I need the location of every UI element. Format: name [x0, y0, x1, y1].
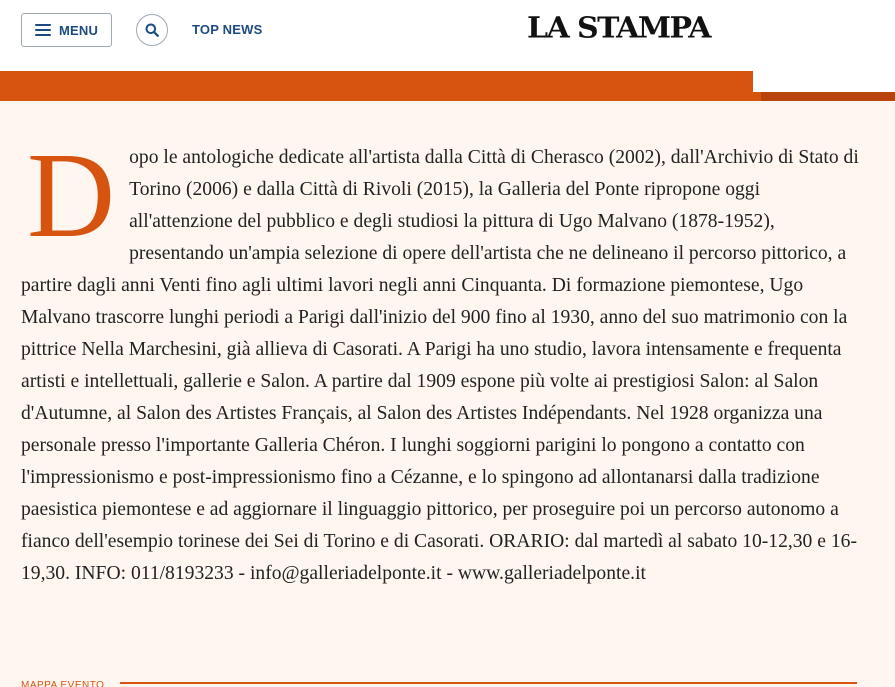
hamburger-icon [35, 24, 51, 36]
site-header [0, 0, 895, 71]
site-logo[interactable]: LA STAMPA [527, 11, 710, 46]
map-section-divider [120, 682, 857, 684]
search-icon [145, 23, 159, 37]
drop-cap: D [27, 128, 116, 263]
accent-band-underline [761, 92, 895, 101]
search-button[interactable] [136, 14, 168, 46]
menu-button[interactable] [21, 13, 112, 47]
article-body [21, 128, 866, 590]
menu-button-label: MENU [59, 22, 99, 38]
accent-band-notch [753, 71, 895, 92]
map-section-label: MAPPA EVENTO [21, 680, 105, 687]
top-news-link[interactable]: TOP NEWS [192, 22, 263, 37]
article-text: opo le antologiche dedicate all'artista dalla Città di Cherasco (2002), dall'Archivio di Stato di Torino (2006) e dalla Città di Rivoli (2015), la Galleria del Ponte ripropone oggi all'attenzione del pubblico e degli studiosi la pittura di Ugo Malvano (1878-1952), presentando un'ampia selezione di opere dell'artista che ne delineano il percorso pittorico, a partire dagli anni Venti fino agli ultimi lavori negli anni Cinquanta. Di formazione piemontese, Ugo Malvano trascorre lunghi periodi a Parigi dall'inizio del 900 fino al 1930, anno del suo matrimonio con la pittrice Nella Marchesini, già allieva di Casorati. A Parigi ha uno studio, lavora intensamente e frequenta artisti e intellettuali, gallerie e Salon. A partire dal 1909 espone più volte ai prestigiosi Salon: al Salon d'Autumne, al Salon des Artistes Français, al Salon des Artistes Indépendants. Nel 1928 organizza una personale presso l'importante Galleria Chéron. I lunghi soggiorni parigini lo pongono a contatto con l'impressionismo e post-impressionismo fino a Cézanne, e lo spingono ad allontanarsi dalla tradizione paesistica piemontese e ad aggiornare il linguaggio pittorico, per proseguire poi un percorso autonomo a fianco dell'esempio torinese dei Sei di Torino e di Casorati. ORARIO: dal martedì al sabato 10-12,30 e 16-19,30. INFO: 011/8193233 - info@galleriadelponte.it - www.galleriadelponte.it [21, 147, 859, 584]
